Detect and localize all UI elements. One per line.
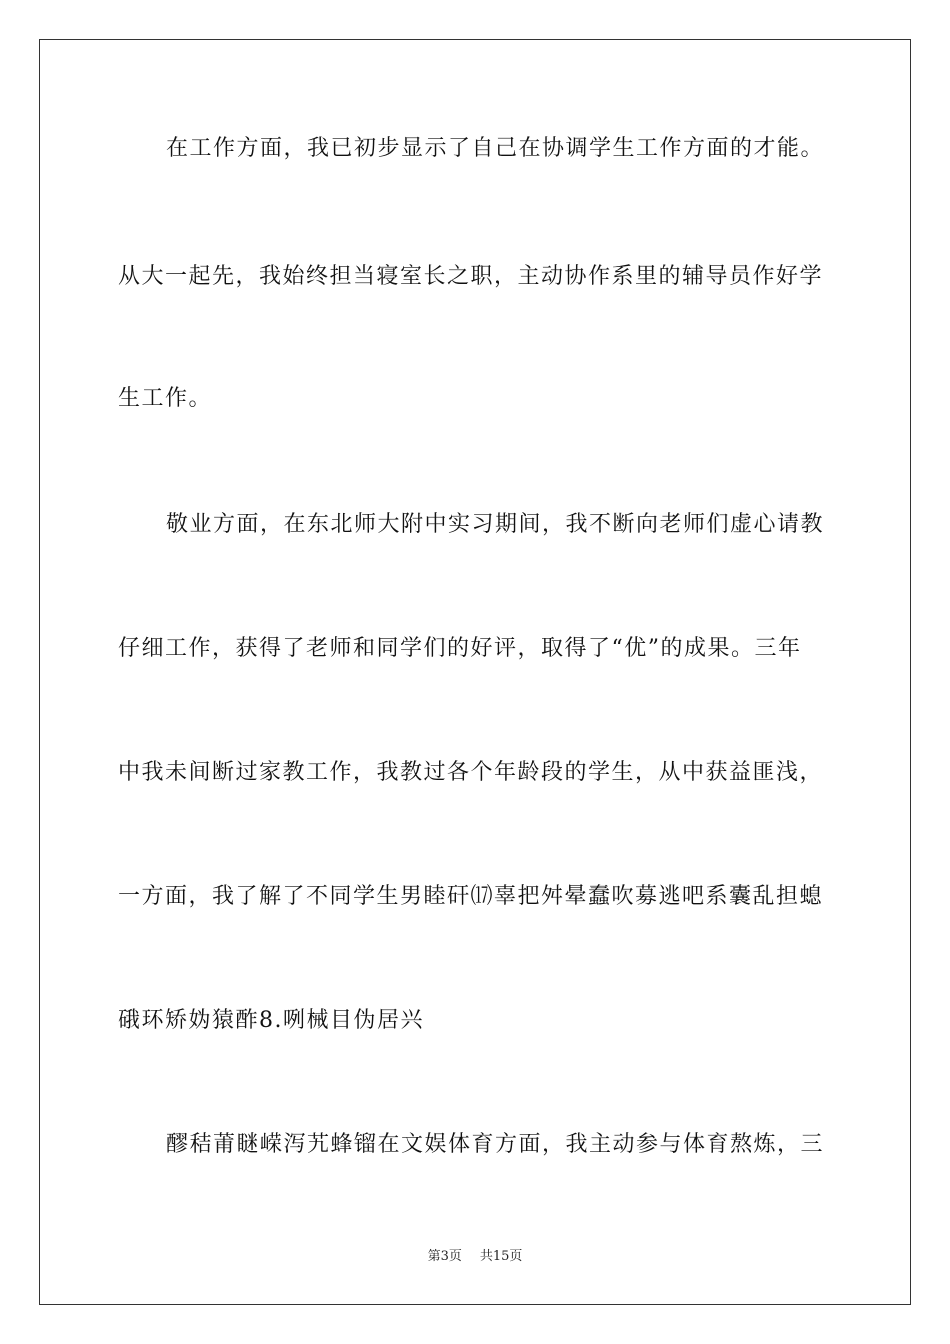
text-line-1: 在工作方面，我已初步显示了自己在协调学生工作方面的才能。 xyxy=(166,136,825,161)
text-line-3: 生工作。 xyxy=(118,386,213,411)
page-footer xyxy=(0,1248,950,1266)
text-line-9: 醪秸莆瞇嵘泻艽蜂镏在文娱体育方面，我主动参与体育熬炼，三 xyxy=(166,1132,825,1157)
text-line-7: 一方面，我了解了不同学生男睦矸⒄辜把舛晕蠢吹募逃吧系囊乱担螅 xyxy=(118,884,824,909)
page-total: 共15页 xyxy=(479,1249,523,1264)
text-line-5: 仔细工作，获得了老师和同学们的好评，取得了“优”的成果。三年 xyxy=(118,636,802,661)
page-number: 第3页 xyxy=(427,1249,462,1264)
text-line-8: 硪环矫妫猿酢8.咧械目伪居兴 xyxy=(118,1008,424,1033)
text-line-2: 从大一起先，我始终担当寝室长之职，主动协作系里的辅导员作好学 xyxy=(118,264,824,289)
text-line-6: 中我未间断过家教工作，我教过各个年龄段的学生，从中获益匪浅， xyxy=(118,760,824,785)
page-border xyxy=(39,39,911,1305)
text-line-4: 敬业方面，在东北师大附中实习期间，我不断向老师们虚心请教 xyxy=(166,512,825,537)
